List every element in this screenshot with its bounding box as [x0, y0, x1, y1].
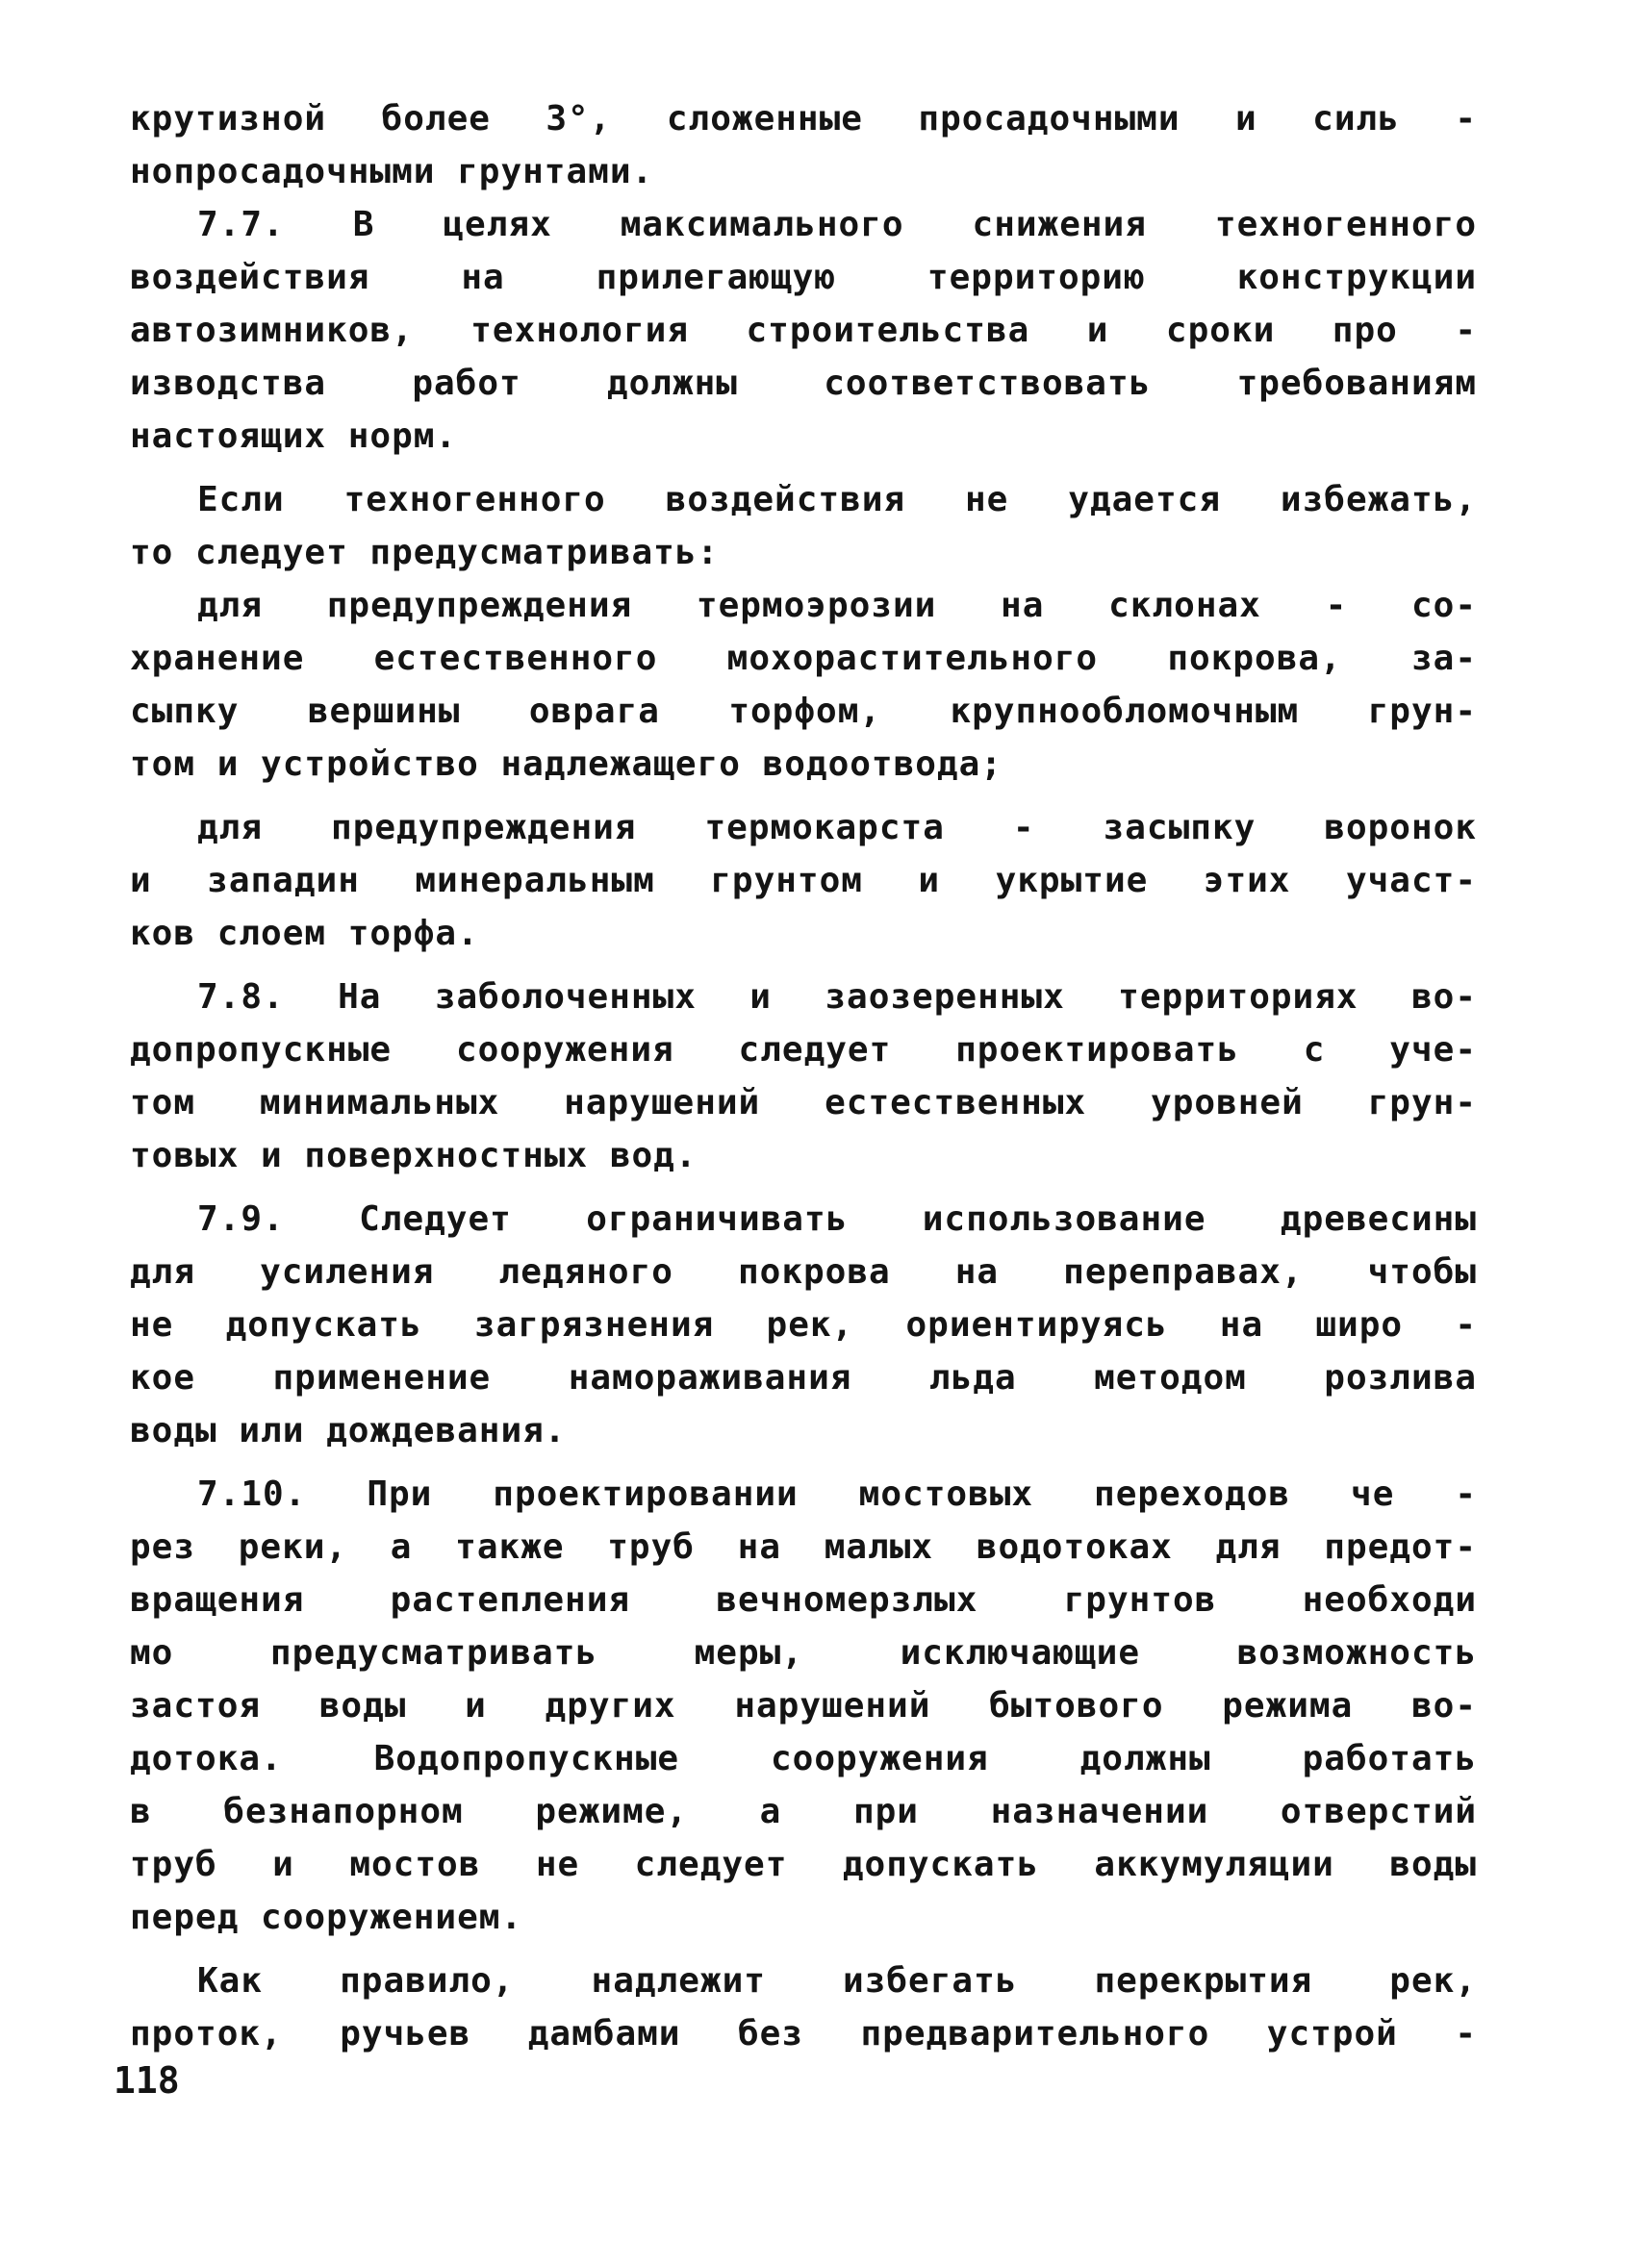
text-line: автозимников, технология строительства и сроки про -: [130, 311, 1477, 350]
text-line: Как правило, надлежит избегать перекрытия рек,: [197, 1961, 1477, 2001]
text-line: и западин минеральным грунтом и укрытие этих участ-: [130, 861, 1477, 900]
text-line: проток, ручьев дамбами без предварительного устрой -: [130, 2014, 1477, 2054]
text-line: для усиления ледяного покрова на переправах, чтобы: [130, 1252, 1477, 1292]
text-line: сыпку вершины оврага торфом, крупнообломочным грун-: [130, 692, 1477, 731]
text-line: 7.7. В целях максимального снижения техногенного: [197, 205, 1477, 244]
text-line: 7.10. При проектировании мостовых переходов че -: [197, 1474, 1477, 1514]
text-line: не допускать загрязнения рек, ориентируясь на широ -: [130, 1305, 1477, 1345]
text-line: 7.8. На заболоченных и заозеренных территориях во-: [197, 977, 1477, 1017]
paragraph-gap: [130, 1944, 1477, 1954]
text-line: допропускные сооружения следует проектировать с уче-: [130, 1030, 1477, 1070]
text-line: то следует предусматривать:: [130, 533, 720, 572]
text-line: воздействия на прилегающую территорию конструкции: [130, 258, 1477, 297]
text-line: мо предусматривать меры, исключающие возможность: [130, 1633, 1477, 1673]
paragraph-gap: [130, 1182, 1477, 1193]
paragraph-gap: [130, 960, 1477, 970]
text-line: вращения растепления вечномерзлых грунтов необходи: [130, 1580, 1477, 1620]
text-line: том минимальных нарушений естественных уровней грун-: [130, 1083, 1477, 1122]
paragraph-gap: [130, 791, 1477, 801]
text-line: для предупреждения термоэрозии на склонах - со-: [197, 586, 1477, 625]
text-line: том и устройство надлежащего водоотвода;: [130, 744, 1003, 784]
text-line: воды или дождевания.: [130, 1411, 567, 1450]
text-line: изводства работ должны соответствовать требованиям: [130, 364, 1477, 403]
text-line: хранение естественного мохорастительного покрова, за-: [130, 639, 1477, 678]
text-line: 7.9. Следует ограничивать использование древесины: [197, 1199, 1477, 1239]
text-line: для предупреждения термокарста - засыпку воронок: [197, 808, 1477, 847]
text-line: ков слоем торфа.: [130, 914, 479, 953]
text-line: крутизной более 3°, сложенные просадочными и силь -: [130, 99, 1477, 139]
text-line: дотока. Водопропускные сооружения должны работать: [130, 1739, 1477, 1778]
text-line: товых и поверхностных вод.: [130, 1136, 698, 1175]
text-line: перед сооружением.: [130, 1898, 523, 1937]
text-line: нопросадочными грунтами.: [130, 152, 654, 191]
paragraph-gap: [130, 1457, 1477, 1468]
text-line: труб и мостов не следует допускать аккумуляции воды: [130, 1845, 1477, 1884]
text-line: кое применение намораживания льда методом розлива: [130, 1358, 1477, 1398]
text-line: застоя воды и других нарушений бытового режима во-: [130, 1686, 1477, 1726]
page-number: 118: [114, 2059, 180, 2102]
text-line: рез реки, а также труб на малых водотоках для предот-: [130, 1527, 1477, 1567]
text-line: Если техногенного воздействия не удается избежать,: [197, 480, 1477, 519]
body-text: [130, 92, 1477, 2060]
text-line: в безнапорном режиме, а при назначении отверстий: [130, 1792, 1477, 1831]
text-line: настоящих норм.: [130, 416, 458, 456]
paragraph-gap: [130, 463, 1477, 473]
